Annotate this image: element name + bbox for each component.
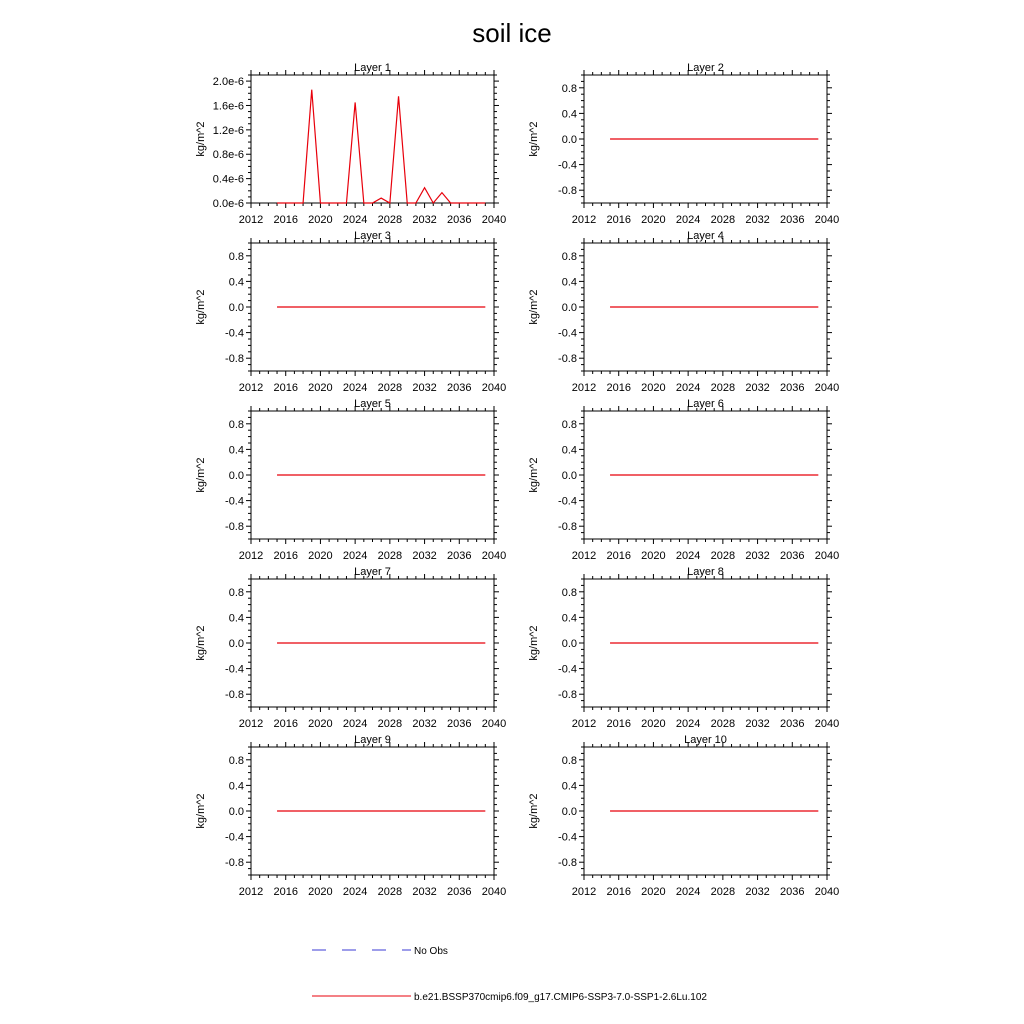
x-tick-label: 2036 [780, 718, 805, 730]
x-tick-label: 2028 [377, 382, 403, 394]
y-tick-label: 0.0 [228, 638, 244, 650]
x-tick-label: 2032 [745, 214, 770, 226]
y-tick-label: 0.0 [561, 638, 577, 650]
x-tick-label: 2012 [571, 886, 597, 898]
legend-model-label: b.e21.BSSP370cmip6.f09_g17.CMIP6-SSP3-7.0-SSP1-2.6Lu.102 [414, 992, 707, 1003]
x-tick-label: 2016 [273, 214, 298, 226]
y-tick-label: -0.8 [225, 521, 244, 534]
y-tick-label: 0.8 [561, 754, 577, 767]
y-tick-label: 0.0 [228, 806, 244, 818]
y-tick-label: -0.8 [225, 689, 244, 702]
y-tick-label: 0.8 [561, 250, 577, 263]
y-tick-label: 1.6e-6 [212, 100, 244, 113]
x-tick-label: 2040 [481, 550, 507, 562]
x-tick-label: 2028 [710, 886, 736, 898]
x-tick-label: 2032 [745, 550, 770, 562]
panel-title: Layer 4 [687, 230, 724, 242]
y-tick-label: 0.4 [561, 444, 577, 457]
x-tick-label: 2012 [238, 550, 264, 562]
y-tick-label: 0.4 [561, 276, 577, 289]
x-tick-label: 2036 [780, 550, 805, 562]
x-tick-label: 2028 [377, 214, 403, 226]
y-axis-label: kg/m^2 [195, 457, 207, 493]
y-tick-label: -0.4 [558, 831, 577, 844]
x-tick-label: 2036 [780, 886, 805, 898]
y-tick-label: 0.0 [561, 806, 577, 818]
x-tick-label: 2012 [238, 214, 264, 226]
y-tick-label: 0.4 [561, 612, 577, 625]
x-tick-label: 2016 [606, 550, 631, 562]
x-tick-label: 2032 [412, 214, 437, 226]
x-tick-label: 2024 [675, 718, 701, 730]
x-tick-label: 2028 [377, 886, 403, 898]
y-axis-label: kg/m^2 [528, 121, 540, 157]
y-tick-label: 0.8 [228, 754, 244, 767]
x-tick-label: 2016 [606, 886, 631, 898]
y-axis-label: kg/m^2 [528, 625, 540, 661]
x-tick-label: 2040 [481, 214, 507, 226]
x-tick-label: 2036 [447, 382, 472, 394]
y-axis-label: kg/m^2 [195, 289, 207, 325]
chart-panel-1 [195, 62, 506, 226]
panel-title: Layer 6 [687, 398, 724, 410]
panel-title: Layer 10 [684, 734, 727, 746]
x-tick-label: 2028 [710, 382, 736, 394]
x-tick-label: 2036 [780, 382, 805, 394]
chart-panel-6 [528, 398, 839, 562]
x-tick-label: 2028 [710, 718, 736, 730]
x-tick-label: 2020 [308, 382, 333, 394]
x-tick-label: 2040 [814, 382, 840, 394]
x-tick-label: 2020 [641, 550, 666, 562]
x-tick-label: 2024 [342, 718, 368, 730]
y-tick-label: -0.4 [558, 663, 577, 676]
x-tick-label: 2032 [412, 382, 437, 394]
chart-panel-8 [528, 566, 839, 730]
y-tick-label: 0.8 [228, 418, 244, 431]
x-tick-label: 2032 [745, 886, 770, 898]
panel-title: Layer 7 [354, 566, 391, 578]
y-tick-label: -0.8 [558, 857, 577, 870]
y-tick-label: 0.0 [561, 470, 577, 482]
y-tick-label: -0.4 [225, 831, 244, 844]
y-tick-label: 0.4 [228, 444, 244, 457]
y-tick-label: 0.8e-6 [212, 149, 244, 162]
y-tick-label: -0.4 [225, 327, 244, 340]
panel-title: Layer 5 [354, 398, 391, 410]
figure-title: soil ice [472, 18, 552, 48]
y-tick-label: 0.4 [228, 780, 244, 793]
y-tick-label: 0.4e-6 [212, 173, 244, 186]
y-axis-label: kg/m^2 [195, 793, 207, 829]
chart-panel-10 [528, 734, 839, 898]
x-tick-label: 2020 [308, 718, 333, 730]
x-tick-label: 2028 [710, 550, 736, 562]
y-tick-label: -0.4 [558, 159, 577, 172]
x-tick-label: 2012 [238, 886, 264, 898]
y-tick-label: 0.4 [228, 612, 244, 625]
plot-frame [251, 75, 494, 203]
x-tick-label: 2016 [273, 550, 298, 562]
x-tick-label: 2012 [571, 550, 597, 562]
chart-panel-2 [528, 62, 839, 226]
x-tick-label: 2024 [675, 550, 701, 562]
chart-panel-4 [528, 230, 839, 394]
chart-panel-5 [195, 398, 506, 562]
x-tick-label: 2020 [641, 886, 666, 898]
y-tick-label: -0.4 [558, 495, 577, 508]
chart-panel-3 [195, 230, 506, 394]
x-tick-label: 2040 [814, 214, 840, 226]
y-tick-label: -0.4 [225, 663, 244, 676]
series-line [277, 90, 485, 203]
y-tick-label: 0.8 [228, 586, 244, 599]
x-tick-label: 2036 [447, 886, 472, 898]
x-tick-label: 2036 [447, 214, 472, 226]
x-tick-label: 2032 [412, 886, 437, 898]
x-tick-label: 2020 [308, 550, 333, 562]
panel-title: Layer 2 [687, 62, 724, 74]
y-tick-label: 0.8 [561, 82, 577, 95]
y-tick-label: 0.0e-6 [212, 198, 244, 210]
x-tick-label: 2028 [377, 718, 403, 730]
x-tick-label: 2028 [710, 214, 736, 226]
y-tick-label: 0.0 [561, 134, 577, 146]
y-tick-label: -0.8 [558, 185, 577, 198]
x-tick-label: 2016 [273, 886, 298, 898]
x-tick-label: 2016 [606, 718, 631, 730]
x-tick-label: 2012 [571, 214, 597, 226]
y-tick-label: -0.8 [225, 353, 244, 366]
x-tick-label: 2020 [308, 886, 333, 898]
x-tick-label: 2024 [675, 382, 701, 394]
y-tick-label: -0.8 [558, 521, 577, 534]
y-tick-label: 0.8 [561, 586, 577, 599]
y-axis-label: kg/m^2 [195, 625, 207, 661]
panels-group [195, 62, 839, 898]
chart-panel-9 [195, 734, 506, 898]
y-tick-label: 0.4 [228, 276, 244, 289]
x-tick-label: 2040 [481, 718, 507, 730]
x-tick-label: 2016 [273, 382, 298, 394]
y-axis-label: kg/m^2 [195, 121, 207, 157]
x-tick-label: 2024 [342, 382, 368, 394]
x-tick-label: 2016 [606, 382, 631, 394]
x-tick-label: 2012 [238, 718, 264, 730]
legend [312, 946, 707, 1003]
x-tick-label: 2036 [780, 214, 805, 226]
x-tick-label: 2020 [641, 382, 666, 394]
x-tick-label: 2020 [641, 718, 666, 730]
x-tick-label: 2020 [308, 214, 333, 226]
y-tick-label: -0.8 [225, 857, 244, 870]
x-tick-label: 2032 [412, 718, 437, 730]
panel-title: Layer 9 [354, 734, 391, 746]
y-tick-label: -0.4 [225, 495, 244, 508]
x-tick-label: 2040 [814, 886, 840, 898]
y-tick-label: 0.4 [561, 108, 577, 121]
chart-panel-7 [195, 566, 506, 730]
x-tick-label: 2020 [641, 214, 666, 226]
y-tick-label: -0.4 [558, 327, 577, 340]
y-tick-label: 0.4 [561, 780, 577, 793]
panel-title: Layer 1 [354, 62, 391, 74]
y-axis-label: kg/m^2 [528, 793, 540, 829]
panel-title: Layer 3 [354, 230, 391, 242]
x-tick-label: 2040 [814, 550, 840, 562]
x-tick-label: 2016 [606, 214, 631, 226]
x-tick-label: 2024 [675, 886, 701, 898]
x-tick-label: 2040 [481, 886, 507, 898]
panel-title: Layer 8 [687, 566, 724, 578]
x-tick-label: 2012 [571, 382, 597, 394]
x-tick-label: 2032 [745, 718, 770, 730]
x-tick-label: 2028 [377, 550, 403, 562]
x-tick-label: 2024 [342, 214, 368, 226]
x-tick-label: 2040 [814, 718, 840, 730]
x-tick-label: 2024 [342, 550, 368, 562]
legend-obs-label: No Obs [414, 946, 448, 957]
y-tick-label: 0.8 [561, 418, 577, 431]
x-tick-label: 2032 [412, 550, 437, 562]
x-tick-label: 2016 [273, 718, 298, 730]
y-tick-label: 1.2e-6 [212, 124, 244, 137]
x-tick-label: 2036 [447, 718, 472, 730]
y-axis-label: kg/m^2 [528, 289, 540, 325]
x-tick-label: 2024 [342, 886, 368, 898]
y-tick-label: 0.0 [228, 470, 244, 482]
x-tick-label: 2012 [238, 382, 264, 394]
x-tick-label: 2024 [675, 214, 701, 226]
y-tick-label: 0.8 [228, 250, 244, 263]
y-tick-label: 0.0 [561, 302, 577, 314]
y-axis-label: kg/m^2 [528, 457, 540, 493]
x-tick-label: 2012 [571, 718, 597, 730]
y-tick-label: -0.8 [558, 353, 577, 366]
x-tick-label: 2032 [745, 382, 770, 394]
x-tick-label: 2040 [481, 382, 507, 394]
x-tick-label: 2036 [447, 550, 472, 562]
y-tick-label: 2.0e-6 [212, 76, 244, 89]
y-tick-label: -0.8 [558, 689, 577, 702]
y-tick-label: 0.0 [228, 302, 244, 314]
